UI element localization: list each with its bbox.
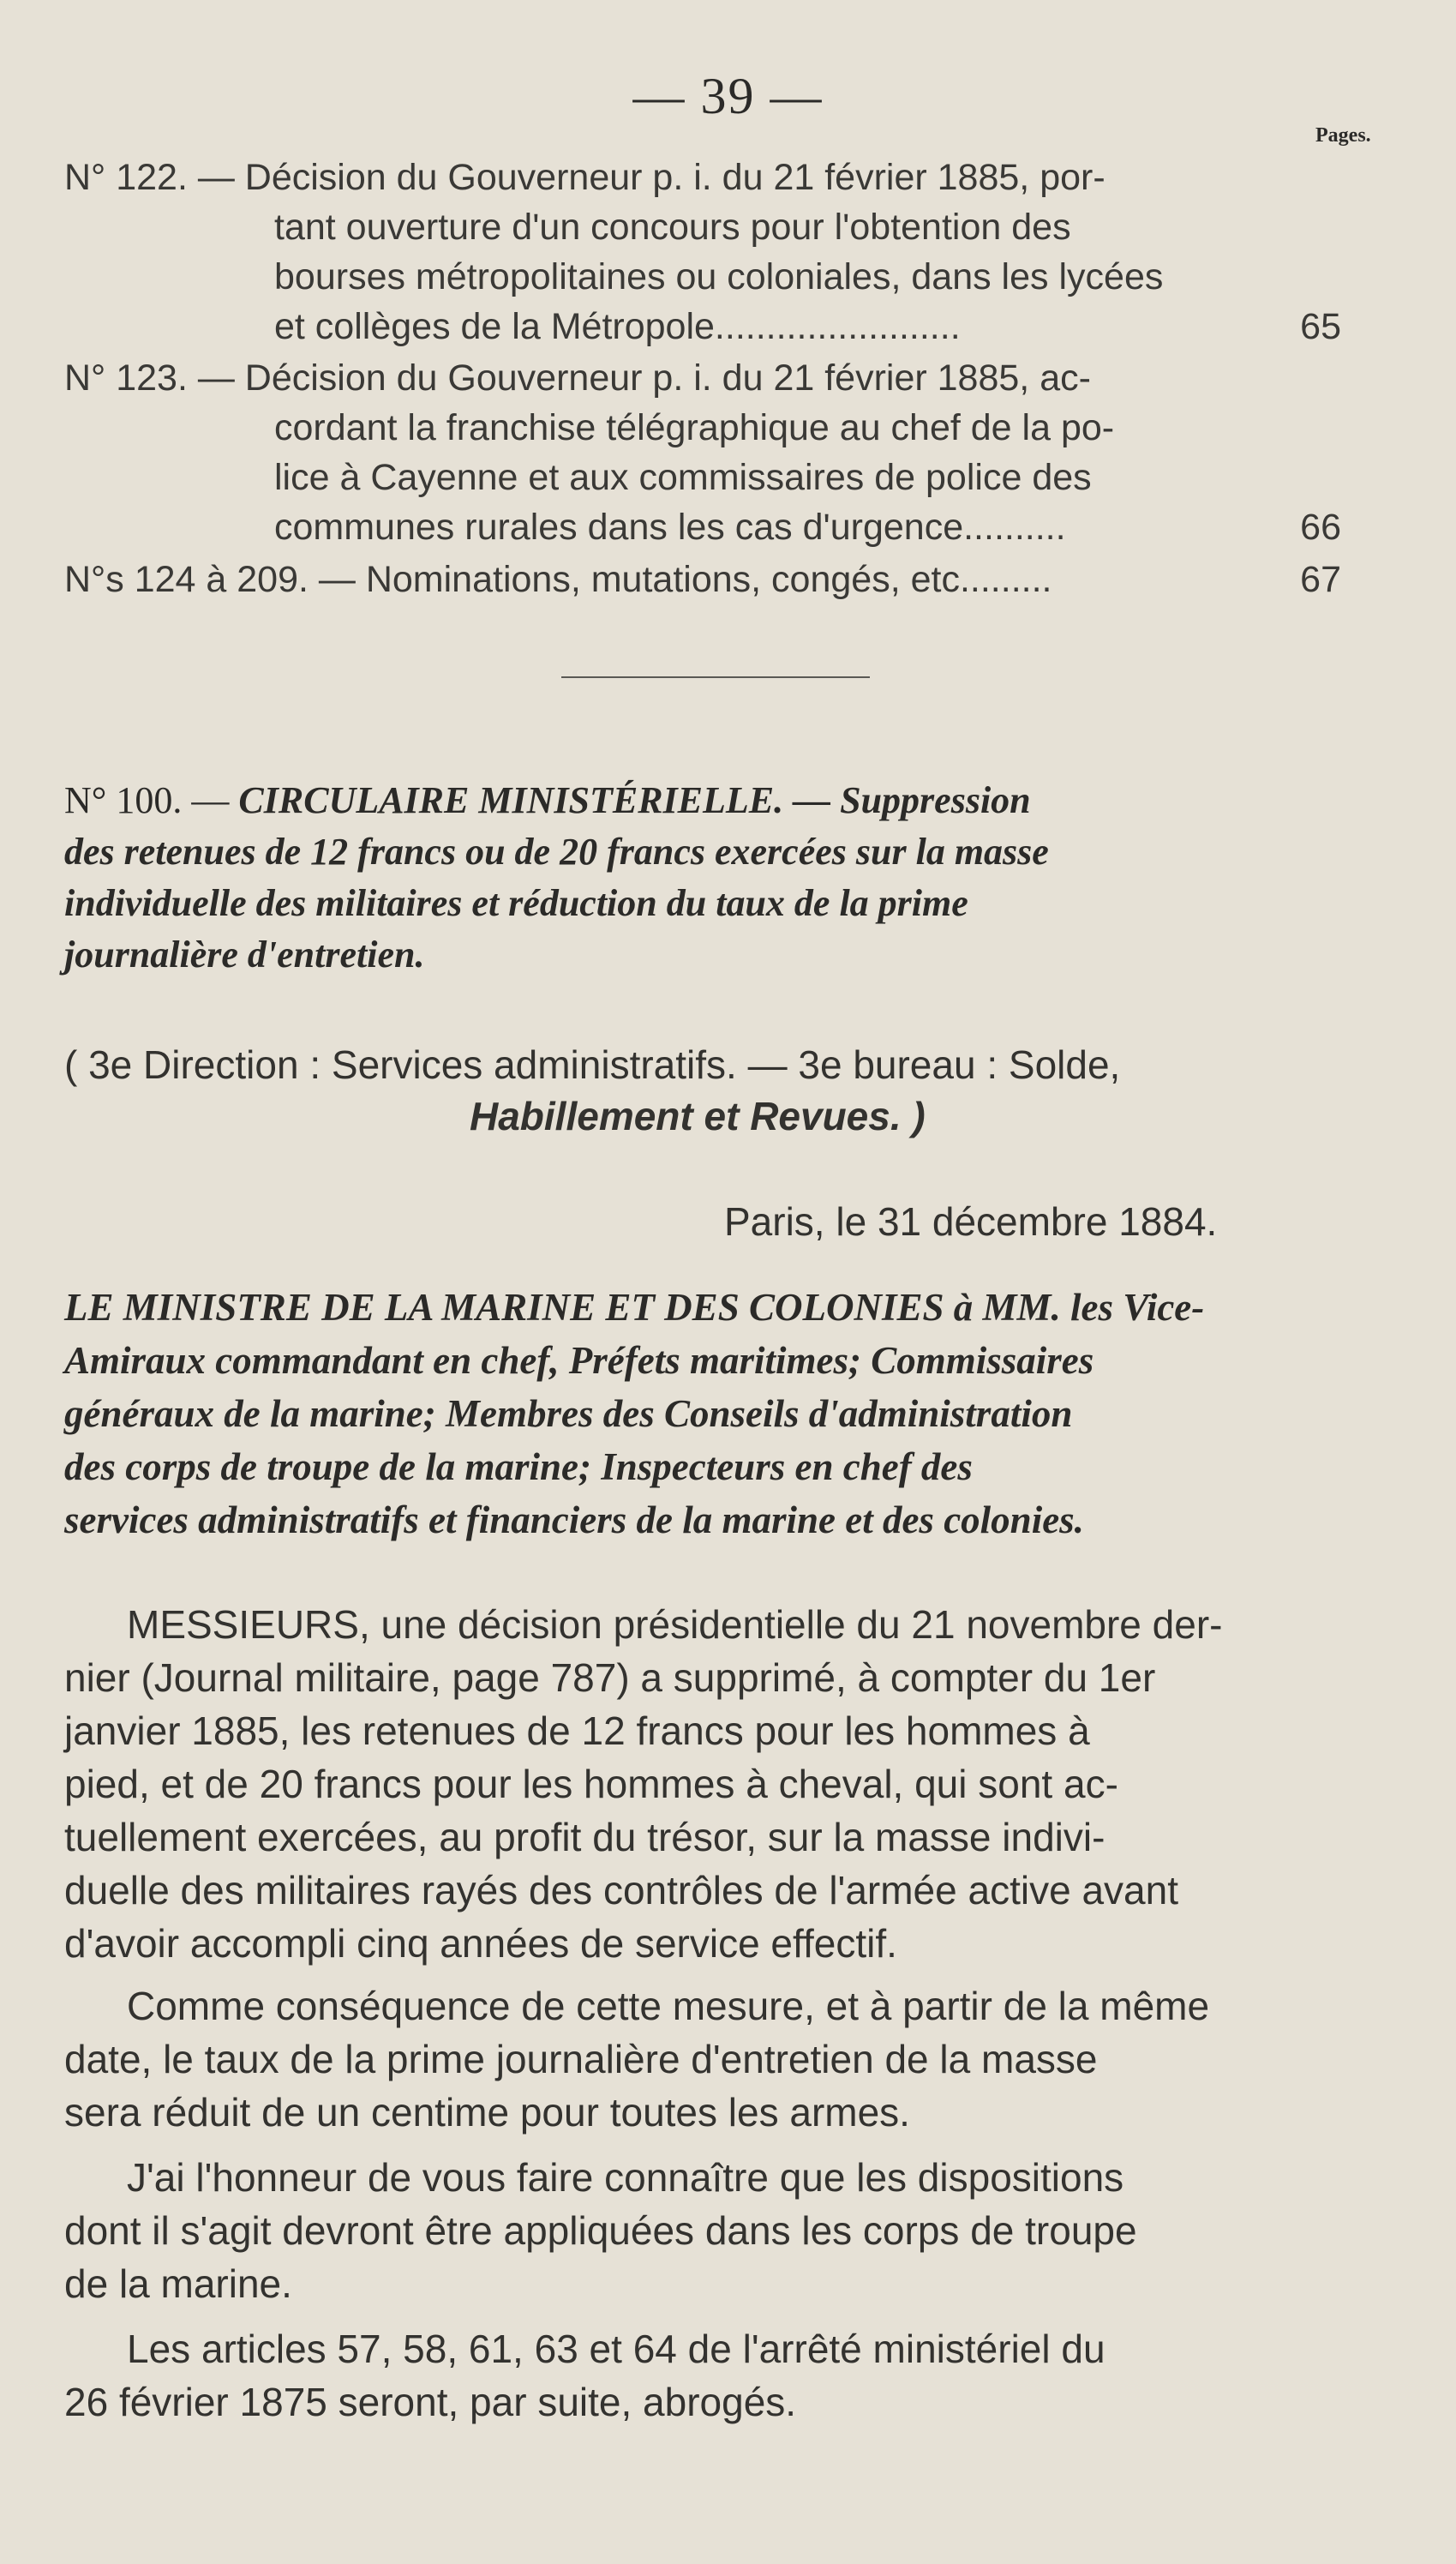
toc-entry-text: bourses métropolitaines ou coloniales, dans les lycées	[274, 256, 1164, 297]
toc-page-number: 67	[1300, 559, 1341, 600]
address-line: des corps de troupe de la marine; Inspecteurs en chef des	[64, 1445, 973, 1488]
toc-page-number: 66	[1300, 507, 1341, 548]
toc-entry-text: N° 122. — Décision du Gouverneur p. i. du 21 février 1885, por-	[64, 157, 1105, 198]
body-line: d'avoir accompli cinq années de service effectif.	[64, 1921, 897, 1966]
body-line: 26 février 1875 seront, par suite, abrogés.	[64, 2380, 797, 2424]
body-line: Les articles 57, 58, 61, 63 et 64 de l'arrêté ministériel du	[127, 2327, 1105, 2371]
body-line: J'ai l'honneur de vous faire connaître que les dispositions	[127, 2155, 1124, 2200]
circulaire-number: N° 100. —	[64, 779, 230, 821]
body-line: pied, et de 20 francs pour les hommes à cheval, qui sont ac-	[64, 1762, 1118, 1806]
body-line: janvier 1885, les retenues de 12 francs pour les hommes à	[64, 1708, 1090, 1753]
toc-entry-text: et collèges de la Métropole........................	[274, 306, 961, 347]
direction-line: Habillement et Revues. )	[470, 1094, 926, 1138]
body-line: sera réduit de un centime pour toutes les armes.	[64, 2090, 910, 2135]
toc-page-number: 65	[1300, 306, 1341, 347]
place-date: Paris, le 31 décembre 1884.	[724, 1199, 1218, 1244]
circulaire-title-line: CIRCULAIRE MINISTÉRIELLE. — Suppression	[238, 779, 1031, 821]
toc-entry-text: lice à Cayenne et aux commissaires de police des	[274, 457, 1092, 498]
circulaire-title	[64, 776, 1031, 826]
page-number: — 39 —	[632, 68, 824, 124]
address-line: généraux de la marine; Membres des Conseils d'administration	[64, 1392, 1073, 1435]
body-line: MESSIEURS, une décision présidentielle du 21 novembre der-	[127, 1602, 1223, 1647]
address-line: Amiraux commandant en chef, Préfets maritimes; Commissaires	[64, 1339, 1094, 1382]
body-line: de la marine.	[64, 2261, 292, 2306]
toc-entry	[64, 153, 1341, 358]
toc-entry-text: communes rurales dans les cas d'urgence..........	[274, 507, 1066, 548]
toc-entry-text: N°s 124 à 209. — Nominations, mutations, congés, etc.........	[64, 559, 1052, 600]
body-line: nier (Journal militaire, page 787) a supprimé, à compter du 1er	[64, 1655, 1156, 1700]
circulaire-title-line: journalière d'entretien.	[64, 934, 425, 976]
body-line: dont il s'agit devront être appliquées dans les corps de troupe	[64, 2208, 1137, 2253]
pages-column-label: Pages.	[1315, 124, 1371, 147]
address-line: services administratifs et financiers de la marine et des colonies.	[64, 1498, 1084, 1541]
address-line: LE MINISTRE DE LA MARINE ET DES COLONIES à MM. les Vice-	[64, 1286, 1205, 1329]
body-line: duelle des militaires rayés des contrôles de l'armée active avant	[64, 1868, 1178, 1912]
circulaire-title-line: individuelle des militaires et réduction du taux de la prime	[64, 882, 968, 924]
toc-entry-text: tant ouverture d'un concours pour l'obtention des	[274, 207, 1071, 248]
body-line: date, le taux de la prime journalière d'entretien de la masse	[64, 2037, 1098, 2081]
body-line: tuellement exercées, au profit du trésor, sur la masse indivi-	[64, 1815, 1105, 1859]
toc-entry	[64, 555, 1341, 606]
direction-line: ( 3e Direction : Services administratifs. — 3e bureau : Solde,	[64, 1042, 1121, 1087]
circulaire-title-line: des retenues de 12 francs ou de 20 francs exercées sur la masse	[64, 831, 1049, 873]
body-line: Comme conséquence de cette mesure, et à partir de la même	[127, 1984, 1210, 2028]
toc-entry-text: cordant la franchise télégraphique au chef de la po-	[274, 407, 1115, 448]
separator-rule	[561, 676, 870, 678]
toc-entry-text: N° 123. — Décision du Gouverneur p. i. du 21 février 1885, ac-	[64, 357, 1091, 399]
toc-entry	[64, 353, 1341, 559]
